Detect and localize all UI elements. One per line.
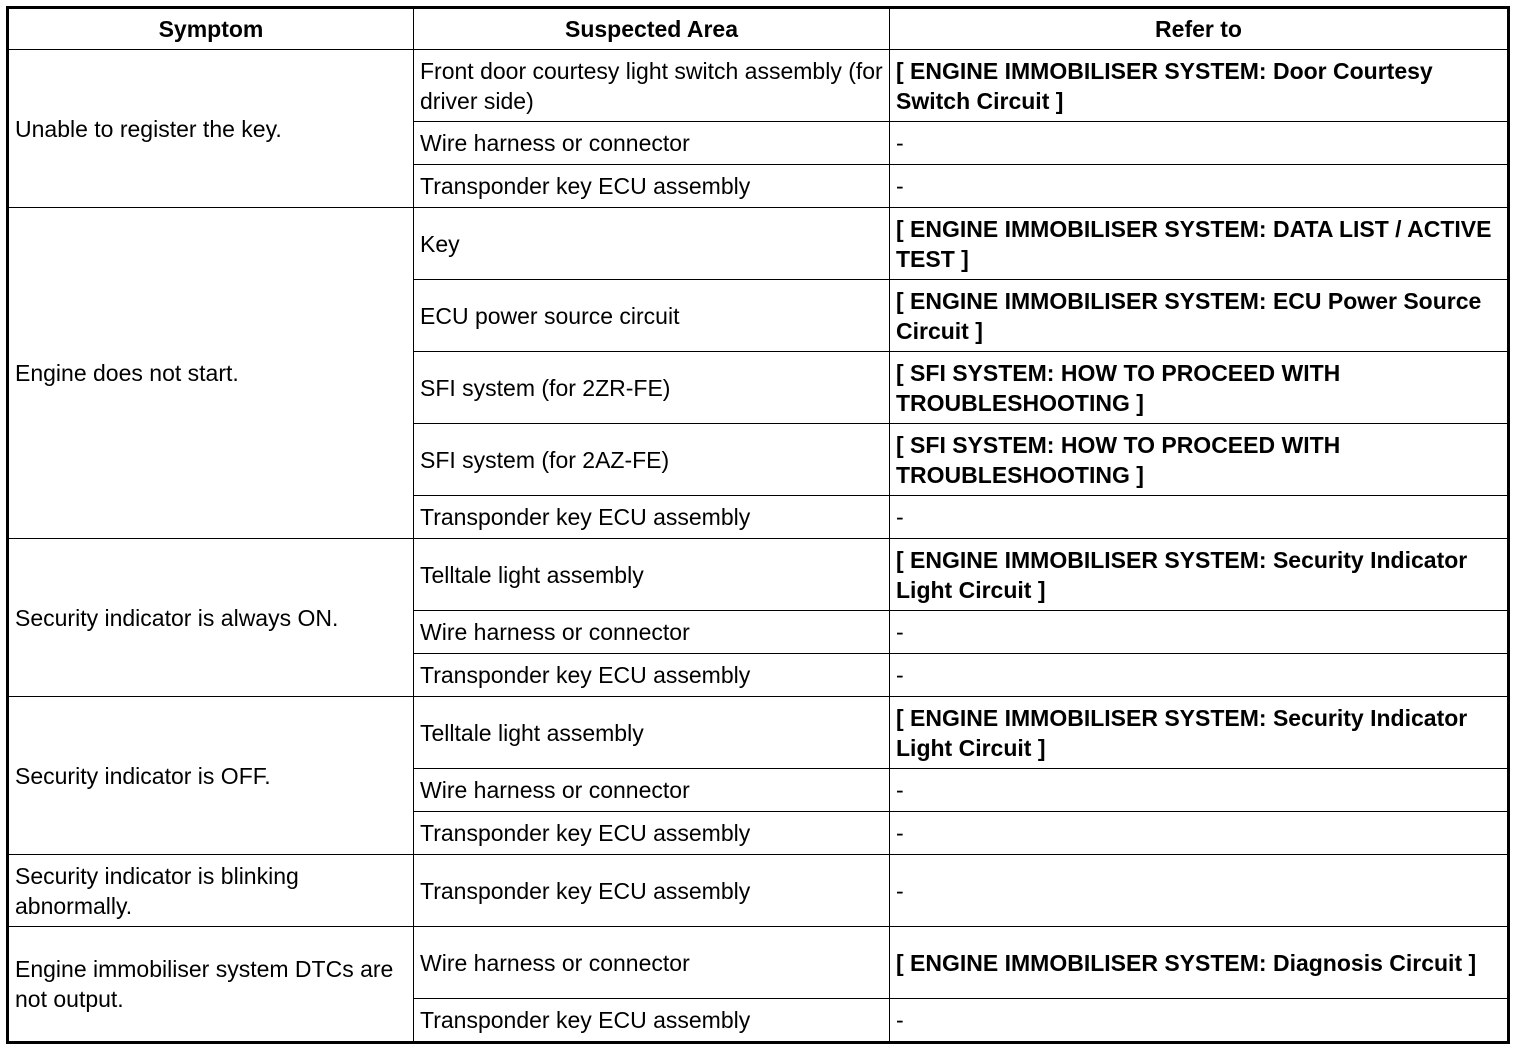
suspected-area-cell: SFI system (for 2ZR-FE) [414, 352, 890, 424]
table-row [8, 697, 1509, 769]
table-row [8, 50, 1509, 122]
refer-to-cell: - [890, 769, 1509, 812]
suspected-area-cell: SFI system (for 2AZ-FE) [414, 424, 890, 496]
refer-to-cell: - [890, 496, 1509, 539]
refer-to-cell: [ ENGINE IMMOBILISER SYSTEM: Security Indicator Light Circuit ] [890, 539, 1509, 611]
suspected-area-cell: Transponder key ECU assembly [414, 855, 890, 927]
header-suspected-area: Suspected Area [414, 8, 890, 50]
refer-to-cell: - [890, 654, 1509, 697]
refer-to-cell: - [890, 812, 1509, 855]
refer-to-cell: [ ENGINE IMMOBILISER SYSTEM: Door Courtesy Switch Circuit ] [890, 50, 1509, 122]
suspected-area-cell: Transponder key ECU assembly [414, 812, 890, 855]
refer-to-cell: - [890, 122, 1509, 165]
suspected-area-cell: Transponder key ECU assembly [414, 999, 890, 1043]
symptom-table [6, 6, 1510, 1044]
table-row [8, 208, 1509, 280]
header-symptom: Symptom [8, 8, 414, 50]
symptom-cell: Engine immobiliser system DTCs are not output. [8, 927, 414, 1043]
table-row [8, 539, 1509, 611]
suspected-area-cell: Telltale light assembly [414, 697, 890, 769]
suspected-area-cell: Transponder key ECU assembly [414, 496, 890, 539]
refer-to-cell: [ ENGINE IMMOBILISER SYSTEM: DATA LIST / ACTIVE TEST ] [890, 208, 1509, 280]
refer-to-cell: - [890, 611, 1509, 654]
suspected-area-cell: Telltale light assembly [414, 539, 890, 611]
refer-to-cell: [ ENGINE IMMOBILISER SYSTEM: ECU Power Source Circuit ] [890, 280, 1509, 352]
suspected-area-cell: Front door courtesy light switch assembly (for driver side) [414, 50, 890, 122]
suspected-area-cell: ECU power source circuit [414, 280, 890, 352]
suspected-area-cell: Wire harness or connector [414, 927, 890, 999]
suspected-area-cell: Transponder key ECU assembly [414, 654, 890, 697]
refer-to-cell: - [890, 855, 1509, 927]
symptom-cell: Security indicator is blinking abnormally. [8, 855, 414, 927]
refer-to-cell: [ ENGINE IMMOBILISER SYSTEM: Diagnosis Circuit ] [890, 927, 1509, 999]
refer-to-cell: - [890, 999, 1509, 1043]
header-row [8, 8, 1509, 50]
refer-to-cell: [ ENGINE IMMOBILISER SYSTEM: Security Indicator Light Circuit ] [890, 697, 1509, 769]
symptom-cell: Security indicator is OFF. [8, 697, 414, 855]
suspected-area-cell: Transponder key ECU assembly [414, 165, 890, 208]
suspected-area-cell: Key [414, 208, 890, 280]
symptom-cell: Engine does not start. [8, 208, 414, 539]
suspected-area-cell: Wire harness or connector [414, 611, 890, 654]
table-row [8, 927, 1509, 999]
symptom-cell: Unable to register the key. [8, 50, 414, 208]
header-refer-to: Refer to [890, 8, 1509, 50]
refer-to-cell: [ SFI SYSTEM: HOW TO PROCEED WITH TROUBLESHOOTING ] [890, 352, 1509, 424]
symptom-cell: Security indicator is always ON. [8, 539, 414, 697]
table-row [8, 855, 1509, 927]
suspected-area-cell: Wire harness or connector [414, 769, 890, 812]
suspected-area-cell: Wire harness or connector [414, 122, 890, 165]
refer-to-cell: [ SFI SYSTEM: HOW TO PROCEED WITH TROUBLESHOOTING ] [890, 424, 1509, 496]
refer-to-cell: - [890, 165, 1509, 208]
